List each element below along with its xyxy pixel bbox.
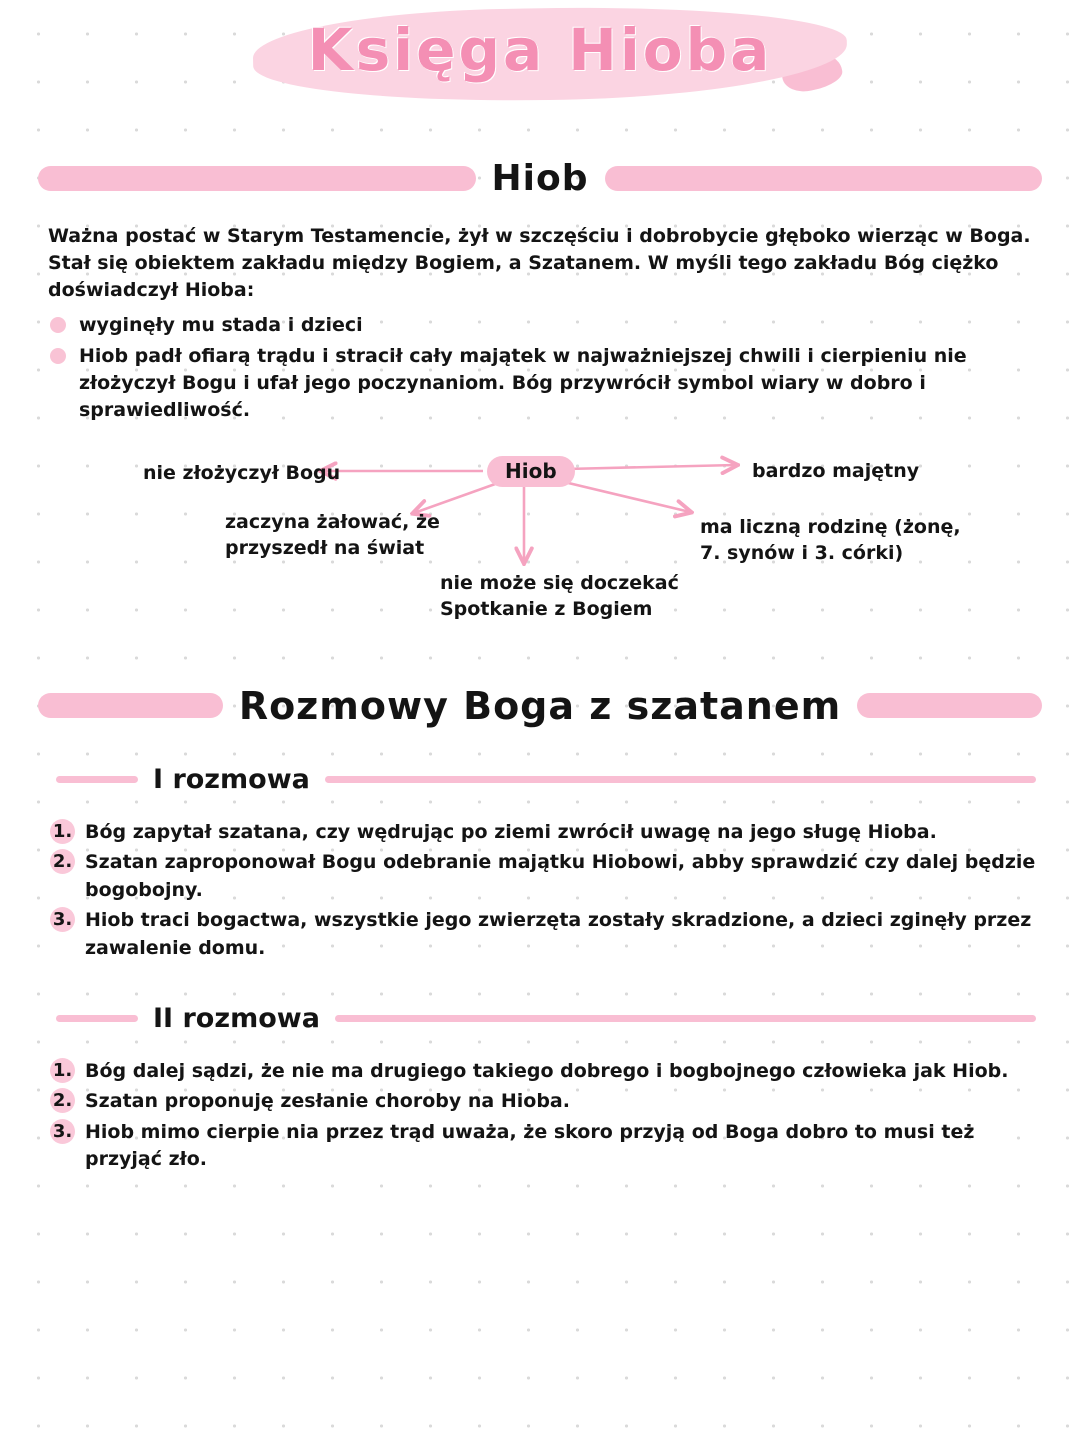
mindmap-node-line: zaczyna żałować, że xyxy=(225,510,440,533)
header-bar-left xyxy=(38,166,476,191)
mindmap-node-regret xyxy=(225,509,440,562)
page-title: Księga Hioba xyxy=(307,16,773,84)
sub-line-right xyxy=(325,776,1036,783)
item-text: Bóg dalej sądzi, że nie ma drugiego takiego dobrego i bogbojnego człowieka jak Hiob. xyxy=(85,1059,1009,1082)
list-item xyxy=(50,343,1038,424)
hiob-bullet-list xyxy=(50,312,1038,424)
title-area xyxy=(0,0,1080,110)
mindmap-node-line: nie może się doczekać xyxy=(440,571,679,594)
subsection-title-second: II rozmowa xyxy=(153,1002,320,1034)
bullet-text: wyginęły mu stada i dzieci xyxy=(79,313,363,336)
item-text: Bóg zapytał szatana, czy wędrując po ziemi zwrócił uwagę na jego sługę Hioba. xyxy=(85,820,937,843)
list-item xyxy=(50,312,1038,339)
sub-line-left xyxy=(56,776,138,783)
second-talk-list xyxy=(50,1058,1040,1174)
item-number-badge: 1. xyxy=(50,1058,75,1083)
item-text: Szatan zaproponował Bogu odebranie majątku Hiobowi, abby sprawdzić czy dalej będzie bogobojny. xyxy=(85,851,1036,901)
item-number-badge: 3. xyxy=(50,1119,75,1144)
mindmap-node-line: 7. synów i 3. córki) xyxy=(700,542,904,565)
list-item xyxy=(50,849,1040,904)
mindmap-node-wealthy: bardzo majętny xyxy=(752,459,920,482)
list-item xyxy=(50,907,1040,962)
mindmap-node-line: przyszedł na świat xyxy=(225,537,425,560)
mindmap-node-meeting-god xyxy=(440,570,679,623)
mindmap xyxy=(0,452,1080,652)
subsection-title-first: I rozmowa xyxy=(153,763,310,795)
item-number-badge: 3. xyxy=(50,907,75,932)
mindmap-center-node: Hiob xyxy=(487,456,575,487)
header-bar-left xyxy=(38,693,223,718)
list-item xyxy=(50,1058,1040,1086)
subsection-header-first-talk xyxy=(56,764,1036,795)
mindmap-node-line: ma liczną rodzinę (żonę, xyxy=(700,515,961,538)
mindmap-node-line: Spotkanie z Bogiem xyxy=(440,598,653,621)
section-title-hiob: Hiob xyxy=(491,158,589,199)
list-item xyxy=(50,1088,1040,1116)
mindmap-node-family xyxy=(700,514,961,567)
item-text: Hiob mimo cierpie nia przez trąd uważa, że skoro przyją od Boga dobro to musi też przyjąć zło. xyxy=(85,1120,975,1171)
section-header-hiob xyxy=(38,158,1042,199)
item-number-badge: 2. xyxy=(50,849,75,874)
section-title-conversations: Rozmowy Boga z szatanem xyxy=(238,683,842,728)
list-item xyxy=(50,819,1040,847)
item-number-badge: 1. xyxy=(50,819,75,844)
list-item xyxy=(50,1119,1040,1174)
item-number-badge: 2. xyxy=(50,1088,75,1113)
first-talk-list xyxy=(50,819,1040,963)
sub-line-left xyxy=(56,1015,138,1022)
item-text: Hiob traci bogactwa, wszystkie jego zwierzęta zostały skradzione, a dzieci zginęły przez zawalenie domu. xyxy=(85,909,1032,959)
header-bar-right xyxy=(857,693,1042,718)
mindmap-node-no-blame: nie złożyczył Bogu xyxy=(143,461,341,484)
subsection-header-second-talk xyxy=(56,1003,1036,1034)
hiob-intro-paragraph: Ważna postać w Starym Testamencie, żył w szczęściu i dobrobycie głęboko wierząc w Boga. Stał się obiektem zakładu między Bogiem, a Szatanem. W myśli tego zakładu Bóg ciężko doświadczył Hioba: xyxy=(48,225,1031,301)
sub-line-right xyxy=(335,1015,1036,1022)
bullet-text: Hiob padł ofiarą trądu i stracił cały majątek w najważniejszej chwili i cierpieniu nie złożyczył Bogu i ufał jego poczynaniom. Bóg przywrócił symbol wiary w dobro i sprawiedliwość. xyxy=(79,344,967,421)
section-header-conversations xyxy=(38,684,1042,728)
item-text: Szatan proponuję zesłanie choroby na Hioba. xyxy=(85,1090,570,1113)
bullet-dot-icon xyxy=(50,317,66,333)
bullet-dot-icon xyxy=(50,348,66,364)
header-bar-right xyxy=(605,166,1043,191)
